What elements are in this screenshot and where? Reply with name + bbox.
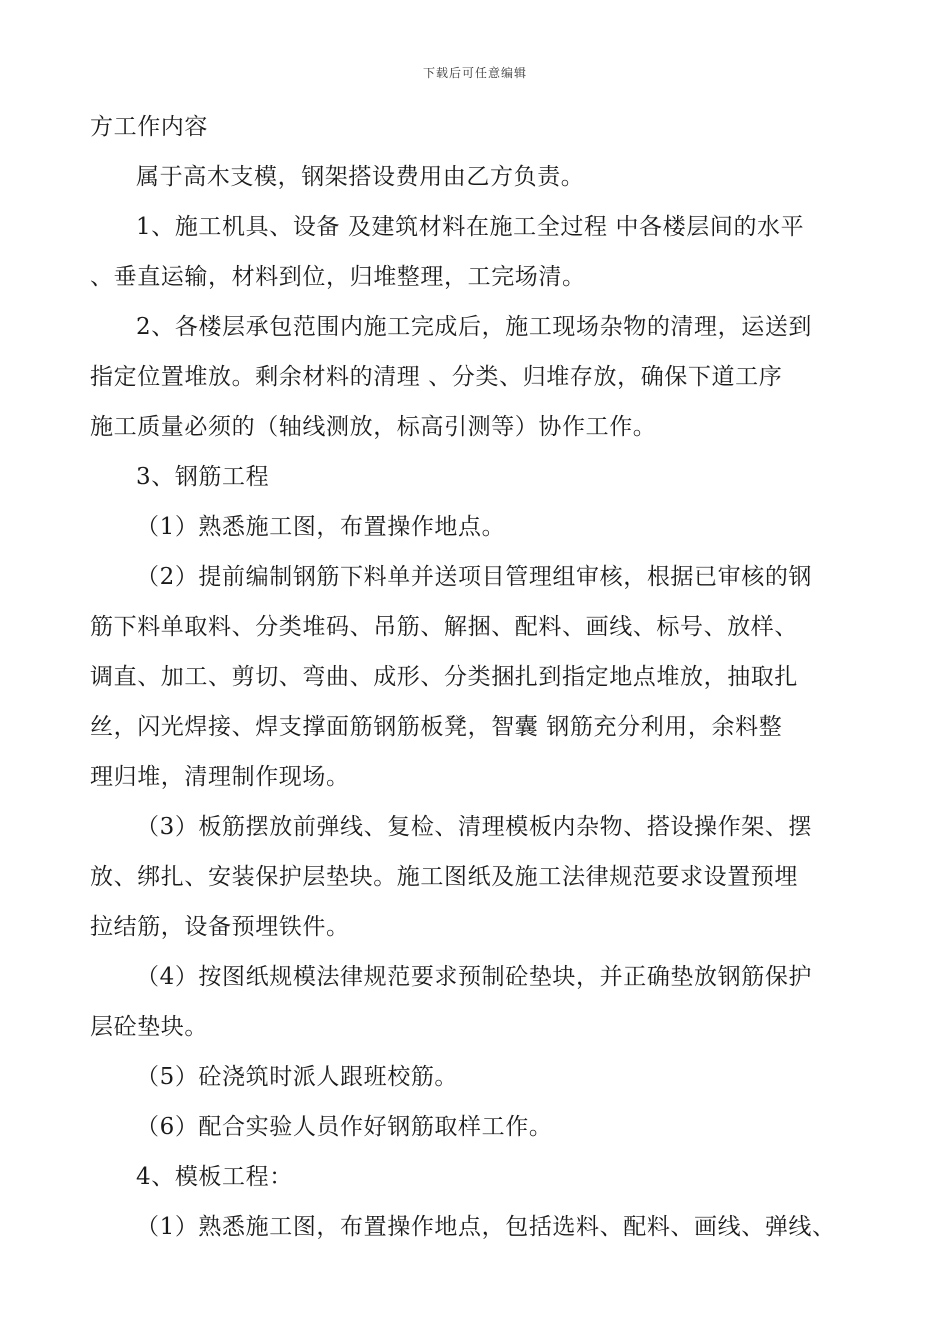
paragraph-line: 、垂直运输，材料到位，归堆整理，工完场清。 — [90, 264, 586, 290]
paragraph-line: 拉结筋，设备预埋铁件。 — [90, 914, 350, 940]
paragraph-line: 放、绑扎、安装保护层垫块。施工图纸及施工法律规范要求设置预埋 — [90, 864, 798, 890]
paragraph-line: 施工质量必须的（轴线测放，标高引测等）协作工作。 — [90, 414, 657, 440]
paragraph-line: 筋下料单取料、分类堆码、吊筋、解捆、配料、画线、标号、放样、 — [90, 614, 798, 640]
paragraph-line: 调直、加工、剪切、弯曲、成形、分类捆扎到指定地点堆放，抽取扎 — [90, 664, 798, 690]
paragraph-line: （1）熟悉施工图，布置操作地点。 — [136, 514, 506, 540]
paragraph-line: （4）按图纸规模法律规范要求预制砼垫块，并正确垫放钢筋保护 — [136, 964, 813, 990]
section-heading: 4、模板工程： — [136, 1164, 293, 1190]
paragraph-line: 指定位置堆放。剩余材料的清理 、分类、归堆存放，确保下道工序 — [90, 364, 783, 390]
paragraph-line: （5）砼浇筑时派人跟班校筋。 — [136, 1064, 459, 1090]
paragraph-line: 属于高木支模，钢架搭设费用由乙方负责。 — [136, 164, 585, 190]
paragraph-line: 2、各楼层承包范围内施工完成后，施工现场杂物的清理，运送到 — [136, 314, 813, 340]
paragraph-line: （2）提前编制钢筋下料单并送项目管理组审核，根据已审核的钢 — [136, 564, 813, 590]
paragraph-line: （3）板筋摆放前弹线、复检、清理模板内杂物、搭设操作架、摆 — [136, 814, 813, 840]
paragraph-line: 1、施工机具、设备 及建筑材料在施工全过程 中各楼层间的水平 — [136, 214, 805, 240]
paragraph-line: 方工作内容 — [90, 114, 208, 140]
section-heading: 3、钢筋工程 — [136, 464, 270, 490]
paragraph-line: 层砼垫块。 — [90, 1014, 208, 1040]
page-header-note: 下载后可任意编辑 — [422, 66, 527, 80]
paragraph-line: 丝，闪光焊接、焊支撑面筋钢筋板凳，智囊 钢筋充分利用，余料整 — [90, 714, 783, 740]
document-body — [90, 102, 865, 1252]
paragraph-line: （6）配合实验人员作好钢筋取样工作。 — [136, 1114, 553, 1140]
paragraph-line: 理归堆，清理制作现场。 — [90, 764, 350, 790]
paragraph-line: （1）熟悉施工图，布置操作地点，包括选料、配料、画线、弹线、 — [136, 1214, 836, 1240]
